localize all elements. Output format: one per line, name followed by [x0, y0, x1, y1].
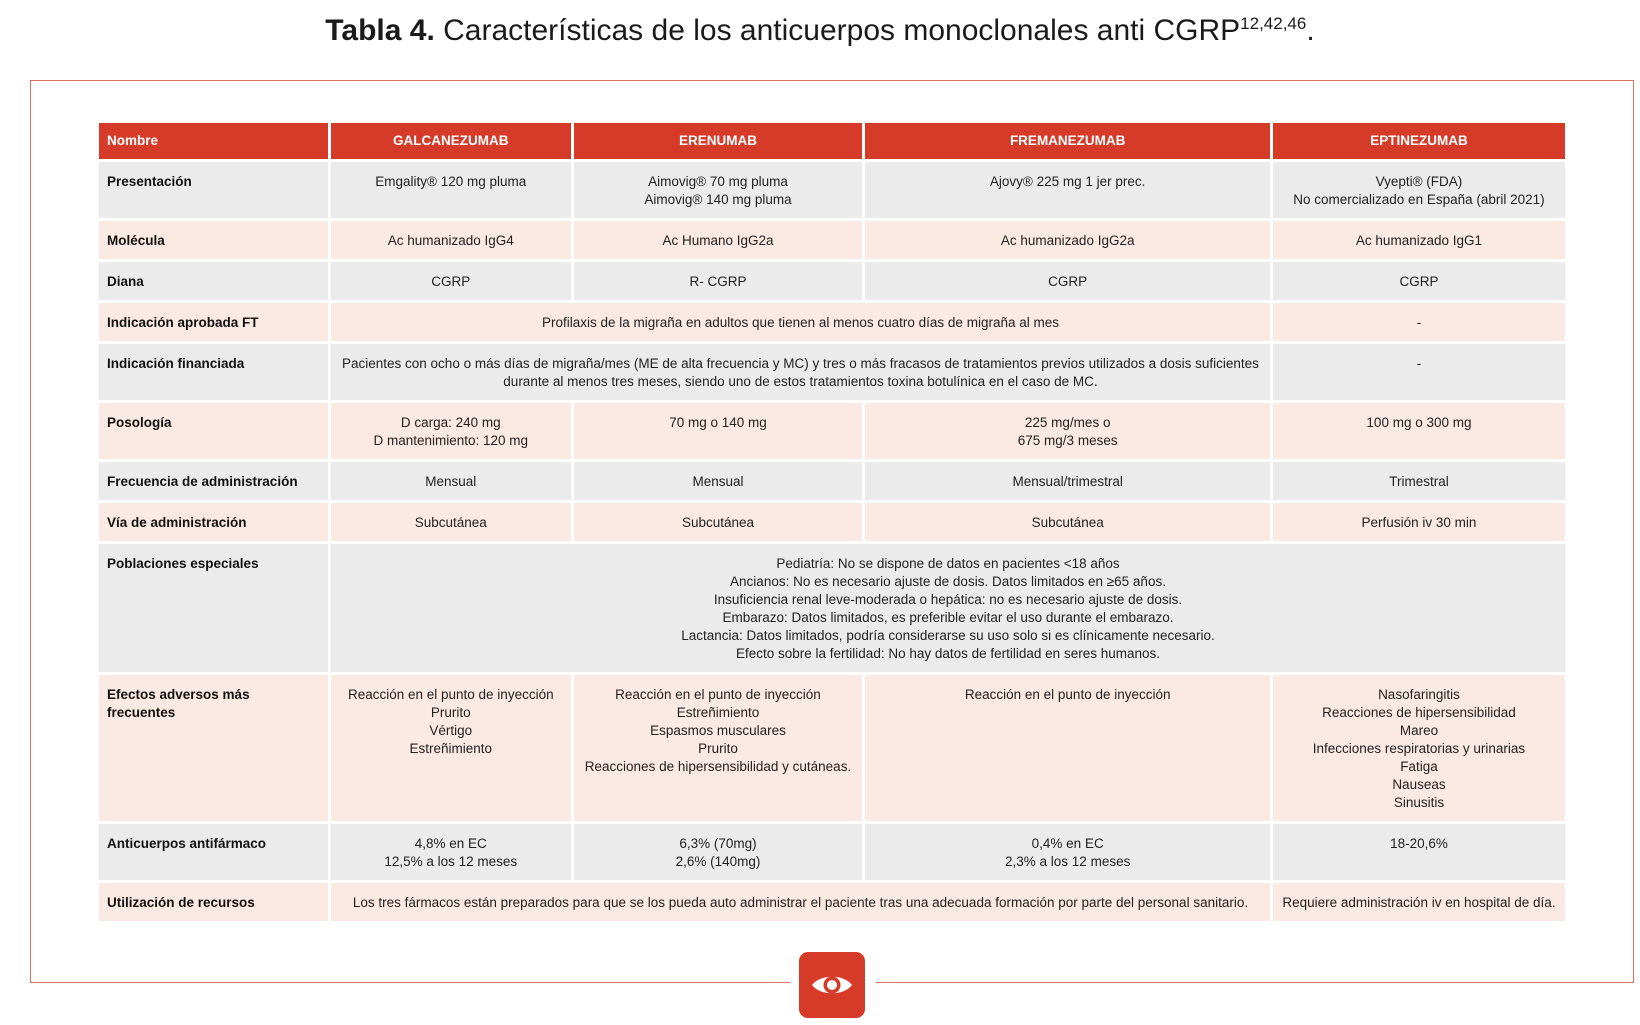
- cell-galcanezumab: [331, 824, 571, 880]
- row-poblaciones: [99, 544, 1565, 672]
- cell-galcanezumab: Ac humanizado IgG4: [331, 221, 571, 259]
- cell-galcanezumab: Mensual: [331, 462, 571, 500]
- row-label: Indicación financiada: [99, 344, 328, 400]
- cell-fremanezumab: Ac humanizado IgG2a: [865, 221, 1269, 259]
- row-label: Presentación: [99, 162, 328, 218]
- cell-line: Aimovig® 140 mg pluma: [644, 192, 792, 207]
- cell-line: 2,6% (140mg): [675, 854, 761, 869]
- row-molecula: [99, 221, 1565, 259]
- cell-galcanezumab: [331, 675, 571, 821]
- row-label: Poblaciones especiales: [99, 544, 328, 672]
- row-label: Anticuerpos antifármaco: [99, 824, 328, 880]
- cell-line: 0,4% en EC: [1031, 836, 1104, 851]
- cell-erenumab: [574, 403, 863, 459]
- cell-line: Ancianos: No es necesario ajuste de dosis. Datos limitados en ≥65 años.: [730, 574, 1166, 589]
- row-label: Indicación aprobada FT: [99, 303, 328, 341]
- table-title: [0, 14, 1640, 48]
- eye-icon: [810, 971, 854, 999]
- cell-line: durante al menos tres meses, siendo uno de estos tratamientos toxina botulínica en el caso de MC.: [503, 374, 1098, 389]
- row-presentacion: [99, 162, 1565, 218]
- cell-line: Ajovy® 225 mg 1 jer prec.: [989, 174, 1146, 189]
- row-recursos: [99, 883, 1565, 921]
- cell-line: Vértigo: [429, 723, 473, 738]
- cell-line: Reacción en el punto de inyección: [347, 687, 554, 702]
- table-number: Tabla 4.: [325, 14, 435, 47]
- cell-line: 6,3% (70mg): [679, 836, 757, 851]
- cell-eptinezumab: [1273, 162, 1565, 218]
- cell-line: Aimovig® 70 mg pluma: [648, 174, 788, 189]
- header-galcanezumab: GALCANEZUMAB: [331, 123, 571, 159]
- row-via: [99, 503, 1565, 541]
- cell-line: Nasofaringitis: [1378, 687, 1460, 702]
- cell-fremanezumab: Subcutánea: [865, 503, 1269, 541]
- cell-eptinezumab: [1273, 403, 1565, 459]
- table-references: 12,42,46: [1240, 14, 1307, 33]
- cell-line: Embarazo: Datos limitados, es preferible evitar el uso durante el embarazo.: [722, 610, 1174, 625]
- cell-line: Espasmos musculares: [650, 723, 786, 738]
- cell-eptinezumab: -: [1273, 303, 1565, 341]
- cell-eptinezumab: CGRP: [1273, 262, 1565, 300]
- cell-line: Nauseas: [1392, 777, 1446, 792]
- table-caption: Características de los anticuerpos monoclonales anti CGRP: [443, 14, 1241, 47]
- cell-line: 12,5% a los 12 meses: [384, 854, 518, 869]
- cell-eptinezumab: [1273, 824, 1565, 880]
- cell-line: Prurito: [698, 741, 738, 756]
- row-indicacion-financiada: [99, 344, 1565, 400]
- cell-line: Lactancia: Datos limitados, podría considerarse su uso solo si es clínicamente necesario.: [681, 628, 1215, 643]
- cell-shared: Profilaxis de la migraña en adultos que tienen al menos cuatro días de migraña al mes: [331, 303, 1270, 341]
- cell-line: Pacientes con ocho o más días de migraña/mes (ME de alta frecuencia y MC) y tres o más fracasos de tratamientos previos utilizados a dosis suficientes: [342, 356, 1259, 371]
- row-label: Molécula: [99, 221, 328, 259]
- cell-line: 225 mg/mes o: [1024, 415, 1111, 430]
- cell-line: Vyepti® (FDA): [1375, 174, 1463, 189]
- cell-line: Fatiga: [1400, 759, 1438, 774]
- cell-erenumab: Subcutánea: [574, 503, 863, 541]
- cell-erenumab: [574, 824, 863, 880]
- cell-eptinezumab: [1273, 675, 1565, 821]
- cell-line: 675 mg/3 meses: [1017, 433, 1118, 448]
- cell-line: Reacciones de hipersensibilidad: [1322, 705, 1516, 720]
- cell-galcanezumab: [331, 403, 571, 459]
- cell-fremanezumab: [865, 824, 1269, 880]
- row-label: Posología: [99, 403, 328, 459]
- cell-galcanezumab: CGRP: [331, 262, 571, 300]
- cell-line: D mantenimiento: 120 mg: [373, 433, 529, 448]
- cell-eptinezumab: -: [1273, 344, 1565, 400]
- cell-fremanezumab: [865, 162, 1269, 218]
- cell-shared: Los tres fármacos están preparados para que se los pueda auto administrar el paciente tras una adecuada formación por parte del personal sanitario.: [331, 883, 1270, 921]
- cell-fremanezumab: CGRP: [865, 262, 1269, 300]
- cell-line: Reacción en el punto de inyección: [964, 687, 1171, 702]
- cell-erenumab: [574, 162, 863, 218]
- row-label: Efectos adversos más frecuentes: [99, 675, 328, 821]
- cell-galcanezumab: [331, 162, 571, 218]
- header-nombre: Nombre: [99, 123, 328, 159]
- row-label: Diana: [99, 262, 328, 300]
- row-posologia: [99, 403, 1565, 459]
- row-indicacion-ft: [99, 303, 1565, 341]
- cell-erenumab: R- CGRP: [574, 262, 863, 300]
- cell-line: Prurito: [430, 705, 471, 720]
- cell-fremanezumab: [865, 675, 1269, 821]
- cell-eptinezumab: Requiere administración iv en hospital de día.: [1273, 883, 1565, 921]
- cell-erenumab: Mensual: [574, 462, 863, 500]
- cell-fremanezumab: Mensual/trimestral: [865, 462, 1269, 500]
- cell-shared: [331, 344, 1270, 400]
- row-diana: [99, 262, 1565, 300]
- cell-galcanezumab: Subcutánea: [331, 503, 571, 541]
- cell-erenumab: [574, 675, 863, 821]
- cell-shared: [331, 544, 1565, 672]
- cell-line: Infecciones respiratorias y urinarias: [1312, 741, 1526, 756]
- cell-line: Emgality® 120 mg pluma: [375, 174, 527, 189]
- cell-line: 18-20,6%: [1390, 836, 1448, 851]
- table-header-row: [99, 123, 1565, 159]
- row-efectos: [99, 675, 1565, 821]
- cell-line: Reacciones de hipersensibilidad y cutáneas.: [584, 759, 852, 774]
- header-erenumab: ERENUMAB: [574, 123, 863, 159]
- header-fremanezumab: FREMANEZUMAB: [865, 123, 1269, 159]
- row-frecuencia: [99, 462, 1565, 500]
- cell-line: 4,8% en EC: [414, 836, 487, 851]
- cell-erenumab: Ac Humano IgG2a: [574, 221, 863, 259]
- cell-line: D carga: 240 mg: [400, 415, 501, 430]
- row-label: Frecuencia de administración: [99, 462, 328, 500]
- row-label: Utilización de recursos: [99, 883, 328, 921]
- cell-line: Estreñimiento: [409, 741, 493, 756]
- cell-eptinezumab: Ac humanizado IgG1: [1273, 221, 1565, 259]
- cell-line: Estreñimiento: [676, 705, 760, 720]
- cell-line: Efecto sobre la fertilidad: No hay datos de fertilidad en seres humanos.: [736, 646, 1160, 661]
- cell-line: 2,3% a los 12 meses: [1005, 854, 1131, 869]
- row-anticuerpos: [99, 824, 1565, 880]
- row-label: Vía de administración: [99, 503, 328, 541]
- cell-line: Pediatría: No se dispone de datos en pacientes <18 años: [776, 556, 1120, 571]
- cell-line: Insuficiencia renal leve-moderada o hepática: no es necesario ajuste de dosis.: [713, 592, 1183, 607]
- cell-fremanezumab: [865, 403, 1269, 459]
- cell-line: Mareo: [1399, 723, 1439, 738]
- cell-line: 70 mg o 140 mg: [669, 415, 767, 430]
- title-period: .: [1306, 14, 1315, 47]
- eye-badge: [799, 952, 865, 1018]
- cgrp-antibodies-table: [96, 120, 1568, 924]
- cell-line: No comercializado en España (abril 2021): [1293, 192, 1545, 207]
- cell-line: Reacción en el punto de inyección: [615, 687, 821, 702]
- cell-eptinezumab: Trimestral: [1273, 462, 1565, 500]
- header-eptinezumab: EPTINEZUMAB: [1273, 123, 1565, 159]
- cell-line: Sinusitis: [1393, 795, 1445, 810]
- cell-line: 100 mg o 300 mg: [1366, 415, 1472, 430]
- cell-eptinezumab: Perfusión iv 30 min: [1273, 503, 1565, 541]
